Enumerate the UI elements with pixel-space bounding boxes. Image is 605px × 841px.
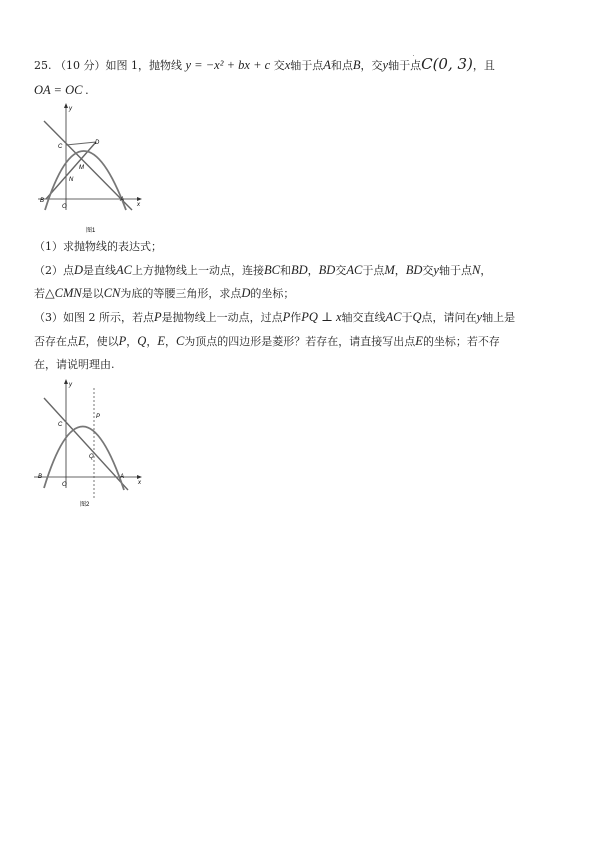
fig1-caption: 图1 bbox=[86, 228, 96, 234]
math-d: D bbox=[74, 263, 84, 277]
text-segment: 轴上是 bbox=[482, 311, 516, 324]
text-segment: 为底的等腰三角形，求点 bbox=[120, 287, 242, 300]
x-axis-arrow bbox=[137, 197, 142, 201]
fig1-label-b: B bbox=[40, 198, 45, 204]
part-3-line-1 bbox=[34, 309, 515, 326]
text-segment: 的坐标； bbox=[250, 287, 295, 300]
y-axis-arrow bbox=[64, 103, 68, 108]
line-ac bbox=[44, 398, 128, 490]
problem-line-2 bbox=[34, 82, 89, 99]
text-segment: ， bbox=[146, 335, 158, 348]
text-segment: 交 bbox=[422, 264, 434, 277]
math-pq-perp-x: PQ ⊥ x bbox=[301, 310, 342, 324]
text-segment: 点，请问在 bbox=[421, 311, 477, 324]
math-y: y bbox=[433, 263, 439, 277]
fig2-label-c: C bbox=[58, 422, 63, 428]
text-segment: ，交 bbox=[360, 59, 383, 72]
text-segment: ， bbox=[480, 264, 492, 277]
text-segment: 交 bbox=[335, 264, 347, 277]
text-segment: 轴于点 bbox=[438, 264, 472, 277]
fig2-caption: 图2 bbox=[80, 502, 90, 508]
line-bd bbox=[46, 142, 96, 199]
problem-line-1 bbox=[34, 56, 495, 74]
condition-oa-oc: OA = OC . bbox=[34, 83, 89, 97]
problem-number: 25. bbox=[34, 59, 52, 72]
part-3-line-2 bbox=[34, 333, 500, 350]
math-m: M bbox=[384, 263, 395, 277]
part-1-text: （1）求抛物线的表达式； bbox=[34, 240, 162, 253]
parabola-curve bbox=[45, 151, 126, 210]
math-bd: BD bbox=[318, 263, 336, 277]
text-segment: （2）点 bbox=[34, 264, 74, 277]
text-segment: 和 bbox=[280, 264, 291, 277]
fig1-label-n: N bbox=[69, 177, 74, 183]
point-c-coords: C(0, 3) bbox=[421, 55, 473, 73]
math-e: E bbox=[157, 334, 165, 348]
text-segment: 轴交直线 bbox=[341, 311, 386, 324]
math-q: Q bbox=[412, 310, 422, 324]
figure-1 bbox=[36, 102, 146, 241]
text-segment: 于 bbox=[401, 311, 413, 324]
figure-2-svg bbox=[30, 378, 150, 513]
math-ac: AC bbox=[385, 310, 402, 324]
math-bc: BC bbox=[264, 263, 280, 277]
text-segment: ， bbox=[126, 335, 138, 348]
y-variable: y bbox=[382, 58, 389, 72]
math-ac: AC bbox=[346, 263, 363, 277]
math-bd: BD bbox=[405, 263, 423, 277]
fig2-label-o: O bbox=[62, 482, 67, 488]
text-segment: 的坐标；若不存 bbox=[422, 335, 500, 348]
text-segment: 和点 bbox=[330, 59, 353, 72]
text-segment: 为顶点的四边形是菱形？若存在，请直接写出点 bbox=[184, 335, 416, 348]
text-segment: 轴于点 bbox=[388, 59, 422, 72]
figure-2 bbox=[30, 378, 150, 517]
fig1-label-c: C bbox=[58, 144, 63, 150]
text-segment: ，使以 bbox=[85, 335, 119, 348]
math-q: Q bbox=[137, 334, 147, 348]
fig2-label-q: Q bbox=[89, 454, 94, 460]
x-axis-arrow bbox=[137, 475, 142, 479]
text-segment: （3）如图 2 所示，若点 bbox=[34, 311, 154, 324]
text-segment: ， bbox=[394, 264, 406, 277]
fig2-label-x: x bbox=[138, 480, 141, 486]
fig2-label-p: P bbox=[96, 414, 101, 420]
text-segment: 否存在点 bbox=[34, 335, 78, 348]
part-2-line-2 bbox=[34, 285, 294, 302]
text-segment: ， bbox=[307, 264, 319, 277]
text-segment: 轴于点 bbox=[290, 59, 324, 72]
text-segment: 是直线 bbox=[83, 264, 117, 277]
text-segment: 作 bbox=[290, 311, 302, 324]
math-p: P bbox=[282, 310, 291, 324]
math-ac: AC bbox=[116, 263, 133, 277]
point-a-label: A bbox=[323, 58, 331, 72]
fig2-label-a: A bbox=[120, 474, 125, 480]
fig2-label-b: B bbox=[38, 474, 43, 480]
text-segment: ，且 bbox=[472, 59, 495, 72]
math-d: D bbox=[241, 286, 251, 300]
text-segment: 于点 bbox=[362, 264, 385, 277]
line-ac bbox=[44, 121, 132, 210]
math-y: y bbox=[476, 310, 483, 324]
math-p: P bbox=[154, 310, 162, 324]
point-b-label: B bbox=[352, 58, 361, 72]
text-segment: ， bbox=[164, 335, 176, 348]
part-2-line-1 bbox=[34, 262, 491, 279]
parabola-curve bbox=[44, 426, 124, 490]
math-triangle-cmn: △CMN bbox=[45, 286, 82, 300]
text-segment: 若 bbox=[34, 287, 45, 300]
fig1-label-m: M bbox=[79, 165, 84, 171]
text-segment: 是以 bbox=[81, 287, 104, 300]
math-n: N bbox=[471, 263, 481, 277]
fig1-label-o: O bbox=[62, 204, 67, 210]
fig2-label-y: y bbox=[69, 382, 72, 388]
math-e: E bbox=[415, 334, 423, 348]
math-bd: BD bbox=[291, 263, 308, 277]
math-c: C bbox=[175, 334, 185, 348]
parabola-equation: y = −x² + bx + c bbox=[185, 58, 271, 72]
x-variable: x bbox=[284, 58, 291, 72]
segment-cd bbox=[66, 142, 96, 145]
text-segment: 上方抛物线上一动点，连接 bbox=[132, 264, 265, 277]
fig1-label-y: y bbox=[69, 106, 72, 112]
problem-score: （10 分） bbox=[55, 59, 106, 72]
fig1-label-x: x bbox=[137, 202, 140, 208]
math-e: E bbox=[78, 334, 86, 348]
fig1-label-a: A bbox=[120, 197, 125, 203]
math-cn: CN bbox=[103, 286, 121, 300]
text-segment: 在，请说明理由. bbox=[34, 358, 115, 371]
text-segment: 交 bbox=[273, 59, 285, 72]
part-3-line-3 bbox=[34, 357, 115, 373]
y-axis-arrow bbox=[64, 379, 68, 384]
text-segment: 是抛物线上一动点，过点 bbox=[161, 311, 283, 324]
math-p: P bbox=[118, 334, 127, 348]
part-1 bbox=[34, 239, 162, 255]
fig1-label-d: D bbox=[95, 140, 100, 146]
figure-1-svg bbox=[36, 102, 146, 237]
problem-intro: 如图 1，抛物线 bbox=[105, 59, 182, 72]
